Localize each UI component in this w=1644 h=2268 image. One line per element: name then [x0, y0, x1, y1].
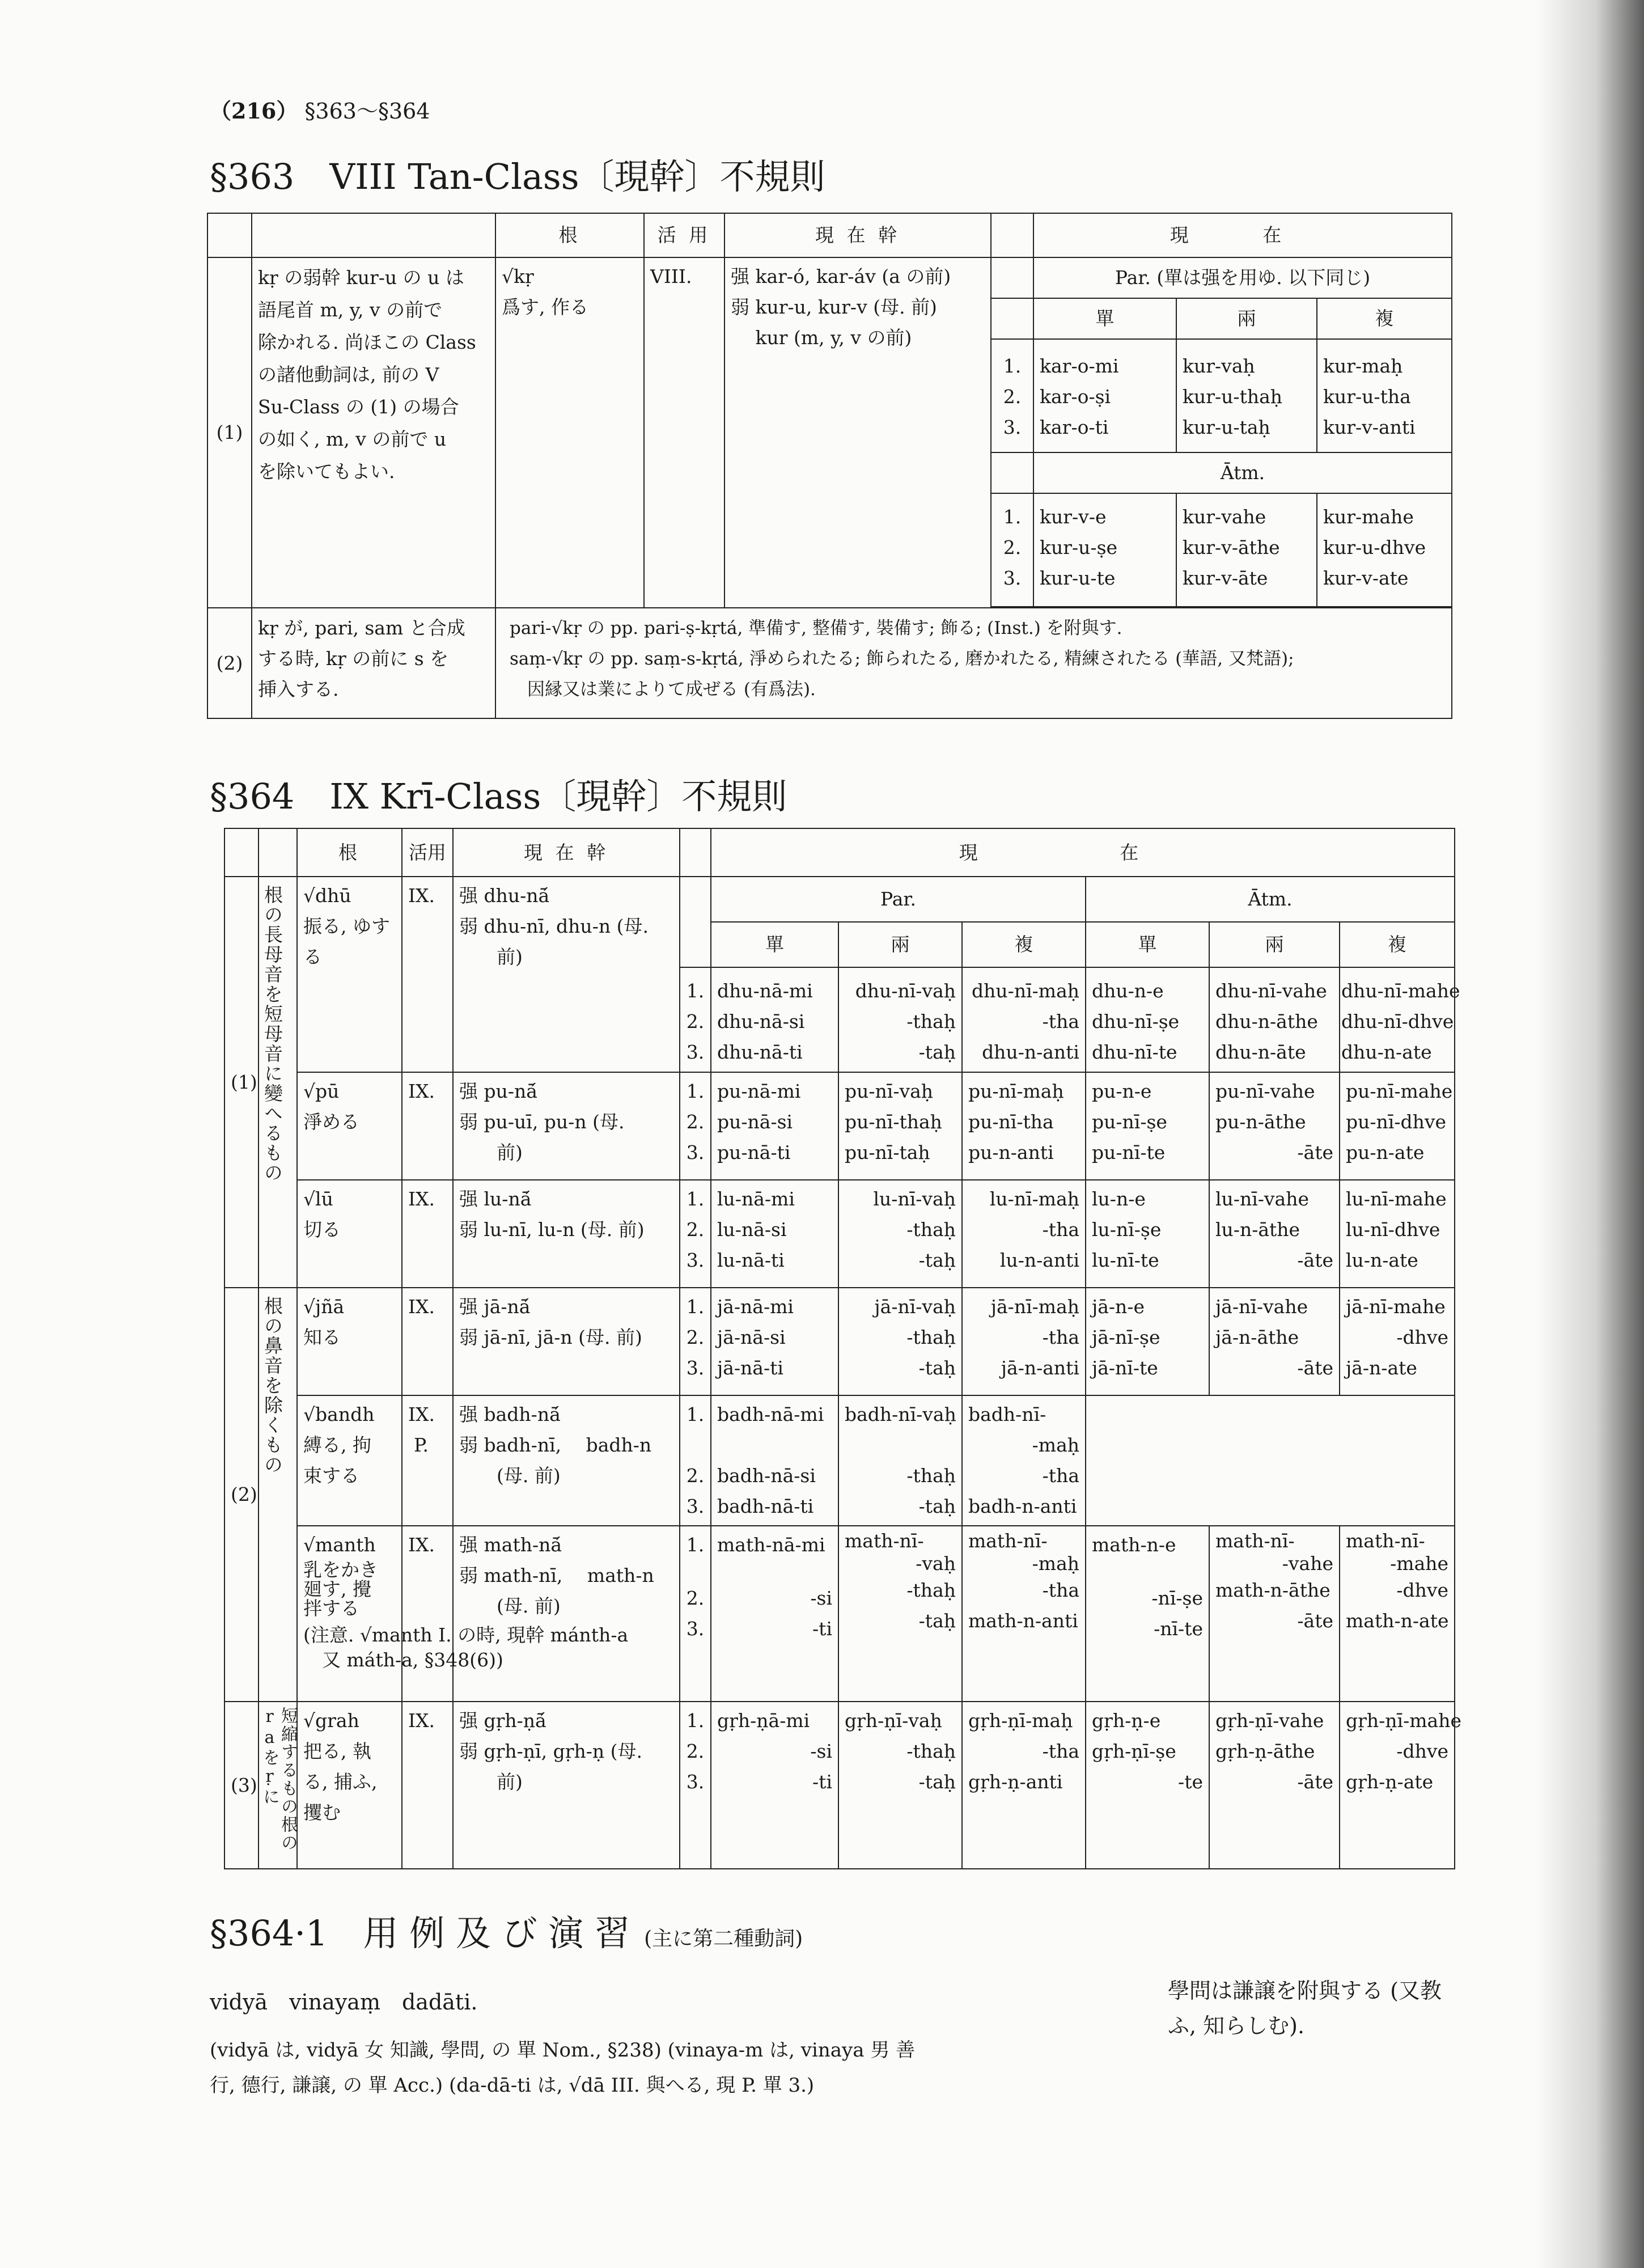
jna-par-du: jā-nī-vaḥ -thaḥ -taḥ	[838, 1288, 962, 1395]
kr-root: √kṛ 爲す, 作る	[495, 257, 644, 608]
grah-atm-sg: gṛh-ṇ-e gṛh-ṇī-ṣe -te	[1086, 1702, 1209, 1869]
section-364-1-subtitle: (主に第二種動詞)	[644, 1927, 803, 1950]
header-present: 現 在	[711, 828, 1455, 877]
pu-par-pl: pu-nī-maḥ pu-nī-tha pu-n-anti	[962, 1072, 1086, 1180]
manth-par-sg: math-nā-mi -si -ti	[711, 1526, 838, 1702]
lu-stem: 强 lu-nā́ 弱 lu-nī, lu-n (母. 前)	[453, 1180, 680, 1288]
example-sentence: vidyā vinayaṃ dadāti.	[210, 1990, 478, 2015]
header-present-stem: 現 在 幹	[453, 828, 680, 877]
bandh-persons: 1. 2. 3.	[680, 1395, 711, 1526]
pu-atm-sg: pu-n-e pu-nī-ṣe pu-nī-te	[1086, 1072, 1209, 1180]
atm-sg-h: 單	[1086, 922, 1209, 967]
num-plural: 複	[1317, 298, 1452, 339]
pu-conjugation: IX.	[402, 1072, 453, 1180]
manth-par-du: math-nī- -vaḥ -thaḥ -taḥ	[838, 1526, 962, 1702]
atm-label: Ātm.	[1033, 452, 1452, 493]
par-pl-h: 複	[962, 922, 1086, 967]
jna-stem: 强 jā-nā́ 弱 jā-nī, jā-n (母. 前)	[453, 1288, 680, 1395]
header-conjugation: 活 用	[644, 213, 724, 257]
atm-pl-h: 複	[1340, 922, 1455, 967]
grah-root: √grah 把る, 執 る, 捕ふ, 攫む	[297, 1702, 402, 1869]
manth-root: √manth 乳をかき 廻す, 攪 拌する (注意. √manth I. の時, 現幹 mánth-a 又 máth-a, §348(6))	[297, 1526, 402, 1702]
dhu-atm-du: dhu-nī-vahe dhu-n-āthe dhu-n-āte	[1209, 967, 1340, 1072]
manth-atm-pl: math-nī- -mahe -dhve math-n-ate	[1340, 1526, 1455, 1702]
par-dual: kur-vaḥ kur-u-thaḥ kur-u-taḥ	[1176, 339, 1317, 452]
grah-par-pl: gṛh-ṇī-maḥ -tha gṛh-ṇ-anti	[962, 1702, 1086, 1869]
par-plural: kur-maḥ kur-u-tha kur-v-anti	[1317, 339, 1452, 452]
num-singular: 單	[1033, 298, 1176, 339]
manth-par-pl: math-nī- -maḥ -tha math-n-anti	[962, 1526, 1086, 1702]
par-sg-h: 單	[711, 922, 838, 967]
example-translation: 學問は謙譲を附與する (又教 ふ, 知らしむ).	[1168, 1978, 1442, 2038]
dhu-root: √dhū 振る, ゆする	[297, 877, 402, 1072]
lu-persons: 1. 2. 3.	[680, 1180, 711, 1288]
section-364-1-heading	[210, 1905, 803, 1956]
section-364-1-title: §364·1 用 例 及 び 演 習	[210, 1912, 630, 1954]
grah-atm-pl: gṛh-ṇī-mahe -dhve gṛh-ṇ-ate	[1340, 1702, 1455, 1869]
dhu-stem: 强 dhu-nā́ 弱 dhu-nī, dhu-n (母. 前)	[453, 877, 680, 1072]
grah-persons: 1. 2. 3.	[680, 1702, 711, 1869]
jna-root: √jñā 知る	[297, 1288, 402, 1395]
bandh-stem: 强 badh-nā́ 弱 badh-nī, badh-n (母. 前)	[453, 1395, 680, 1526]
example-grammar-notes: (vidyā は, vidyā 女 知識, 學問, の 單 Nom., §238) (vinaya-m は, vinaya 男 善 行, 德行, 謙譲, の 單 Acc.) (da-dā-ti は, √dā III. 與へる, 現 P. 單 3.)	[210, 2039, 916, 2097]
row-number-1: (1)	[207, 257, 252, 608]
header-present: 現 在	[1033, 213, 1452, 257]
dhu-atm-sg: dhu-n-e dhu-nī-ṣe dhu-nī-te	[1086, 967, 1209, 1072]
pu-stem: 强 pu-nā́ 弱 pu-uī, pu-n (母. 前)	[453, 1072, 680, 1180]
pu-persons: 1. 2. 3.	[680, 1072, 711, 1180]
manth-stem: 强 math-nā́ 弱 math-nī, math-n (母. 前)	[453, 1526, 680, 1702]
num-dual: 兩	[1176, 298, 1317, 339]
pari-sam-examples: pari-√kṛ の pp. pari-ṣ-kṛtá, 準備す, 整備す, 裝備す; 飾る; (Inst.) を附與す. saṃ-√kṛ の pp. saṃ-s-kṛtá, 淨められたる; 飾られたる, 磨かれたる, 精練されたる (華語, 又梵語); 因縁又は業によりて成ぜる (有爲法).	[495, 608, 1452, 718]
dhu-par-pl: dhu-nī-maḥ -tha dhu-n-anti	[962, 967, 1086, 1072]
atm-plural: kur-mahe kur-u-dhve kur-v-ate	[1317, 493, 1452, 607]
lu-root: √lū 切る	[297, 1180, 402, 1288]
jna-atm-du: jā-nī-vahe jā-n-āthe -āte	[1209, 1288, 1340, 1395]
atm-dual: kur-vahe kur-v-āthe kur-v-āte	[1176, 493, 1317, 607]
pu-par-sg: pu-nā-mi pu-nā-si pu-nā-ti	[711, 1072, 838, 1180]
dhu-atm-pl: dhu-nī-mahe dhu-nī-dhve dhu-n-ate	[1340, 967, 1455, 1072]
header-root: 根	[495, 213, 644, 257]
group-number-1: (1)	[224, 877, 259, 1288]
kri-class-table	[224, 828, 1462, 1869]
pu-atm-pl: pu-nī-mahe pu-nī-dhve pu-n-ate	[1340, 1072, 1455, 1180]
dhu-persons: 1. 2. 3.	[680, 967, 711, 1072]
kr-note: kṛ の弱幹 kur-u の u は 語尾首 m, y, v の前で 除かれる. 尚ほこの Class の諸他動詞は, 前の V Su-Class の (1) の場合 の如く, m, v の前で u を除いてもよい.	[252, 257, 495, 608]
group-label-1: 根の長母音を短母音に變へるもの	[259, 877, 297, 1288]
dhu-par-du: dhu-nī-vaḥ -thaḥ -taḥ	[838, 967, 962, 1072]
running-header	[210, 94, 430, 125]
lu-par-du: lu-nī-vaḥ -thaḥ -taḥ	[838, 1180, 962, 1288]
kr-stem: 强 kar-ó, kar-áv (a の前) 弱 kur-u, kur-v (母. 前) kur (m, y, v の前)	[724, 257, 991, 608]
kr-conjugation: VIII.	[644, 257, 724, 608]
row-number-2: (2)	[207, 608, 252, 718]
section-range: §363〜§364	[304, 99, 430, 124]
bandh-conjugation: IX. P.	[402, 1395, 453, 1526]
lu-par-sg: lu-nā-mi lu-nā-si lu-nā-ti	[711, 1180, 838, 1288]
grah-conjugation: IX.	[402, 1702, 453, 1869]
dhu-conjugation: IX.	[402, 877, 453, 1072]
jna-persons: 1. 2. 3.	[680, 1288, 711, 1395]
section-364-title: §364 IX Krī-Class〔現幹〕不規則	[210, 776, 787, 817]
grah-atm-du: gṛh-ṇī-vahe gṛh-ṇ-āthe -āte	[1209, 1702, 1340, 1869]
pu-par-du: pu-nī-vaḥ pu-nī-thaḥ pu-nī-taḥ	[838, 1072, 962, 1180]
bandh-atm-empty	[1086, 1395, 1455, 1526]
lu-conjugation: IX.	[402, 1180, 453, 1288]
manth-caution-note: (注意. √manth I. の時, 現幹 mánth-a 又 máth-a, §348(6))	[303, 1624, 629, 1671]
manth-atm-sg: math-n-e -nī-ṣe -nī-te	[1086, 1526, 1209, 1702]
tan-class-table	[207, 213, 1452, 719]
lu-atm-pl: lu-nī-mahe lu-nī-dhve lu-n-ate	[1340, 1180, 1455, 1288]
group-label-3: 短縮するもの根のraをṛに	[259, 1702, 297, 1869]
bandh-root: √bandh 縛る, 拘 束する	[297, 1395, 402, 1526]
person-numbers: 1. 2. 3.	[991, 339, 1033, 452]
manth-atm-du: math-nī- -vahe math-n-āthe -āte	[1209, 1526, 1340, 1702]
par-du-h: 兩	[838, 922, 962, 967]
jna-conjugation: IX.	[402, 1288, 453, 1395]
pu-root: √pū 淨める	[297, 1072, 402, 1180]
page-number: （216）	[210, 98, 298, 124]
jna-par-pl: jā-nī-maḥ -tha jā-n-anti	[962, 1288, 1086, 1395]
section-363-title: §363 VIII Tan-Class〔現幹〕不規則	[210, 156, 825, 197]
grah-stem: 强 gṛh-ṇā́ 弱 gṛh-ṇī, gṛh-ṇ (母. 前)	[453, 1702, 680, 1869]
grah-par-sg: gṛh-ṇā-mi -si -ti	[711, 1702, 838, 1869]
lu-atm-sg: lu-n-e lu-nī-ṣe lu-nī-te	[1086, 1180, 1209, 1288]
jna-atm-pl: jā-nī-mahe -dhve jā-n-ate	[1340, 1288, 1455, 1395]
atm-du-h: 兩	[1209, 922, 1340, 967]
bandh-par-du: badh-nī-vaḥ -thaḥ -taḥ	[838, 1395, 962, 1526]
manth-persons: 1. 2. 3.	[680, 1526, 711, 1702]
manth-conjugation: IX.	[402, 1526, 453, 1702]
par-singular: kar-o-mi kar-o-ṣi kar-o-ti	[1033, 339, 1176, 452]
grah-par-du: gṛh-ṇī-vaḥ -thaḥ -taḥ	[838, 1702, 962, 1869]
bandh-par-pl: badh-nī- -maḥ -tha badh-n-anti	[962, 1395, 1086, 1526]
pu-atm-du: pu-nī-vahe pu-n-āthe -āte	[1209, 1072, 1340, 1180]
par-label: Par.	[711, 877, 1086, 922]
group-number-3: (3)	[224, 1702, 259, 1869]
group-number-2: (2)	[224, 1288, 259, 1702]
person-numbers-atm: 1. 2. 3.	[991, 493, 1033, 607]
bandh-par-sg: badh-nā-mi badh-nā-si badh-nā-ti	[711, 1395, 838, 1526]
header-root: 根	[297, 828, 402, 877]
page-edge-shadow	[1536, 0, 1644, 2268]
atm-singular: kur-v-e kur-u-ṣe kur-u-te	[1033, 493, 1176, 607]
dhu-par-sg: dhu-nā-mi dhu-nā-si dhu-nā-ti	[711, 967, 838, 1072]
header-present-stem: 現 在 幹	[724, 213, 991, 257]
lu-par-pl: lu-nī-maḥ -tha lu-n-anti	[962, 1180, 1086, 1288]
sam-note: kṛ が, pari, sam と合成 する時, kṛ の前に s を 挿入する.	[252, 608, 495, 718]
group-label-2: 根の鼻音を除くもの	[259, 1288, 297, 1702]
lu-atm-du: lu-nī-vahe lu-n-āthe -āte	[1209, 1180, 1340, 1288]
atm-label: Ātm.	[1086, 877, 1455, 922]
header-conjugation: 活用	[402, 828, 453, 877]
par-label: Par. (單は强を用ゆ. 以下同じ)	[1033, 257, 1452, 298]
jna-atm-sg: jā-n-e jā-nī-ṣe jā-nī-te	[1086, 1288, 1209, 1395]
jna-par-sg: jā-nā-mi jā-nā-si jā-nā-ti	[711, 1288, 838, 1395]
